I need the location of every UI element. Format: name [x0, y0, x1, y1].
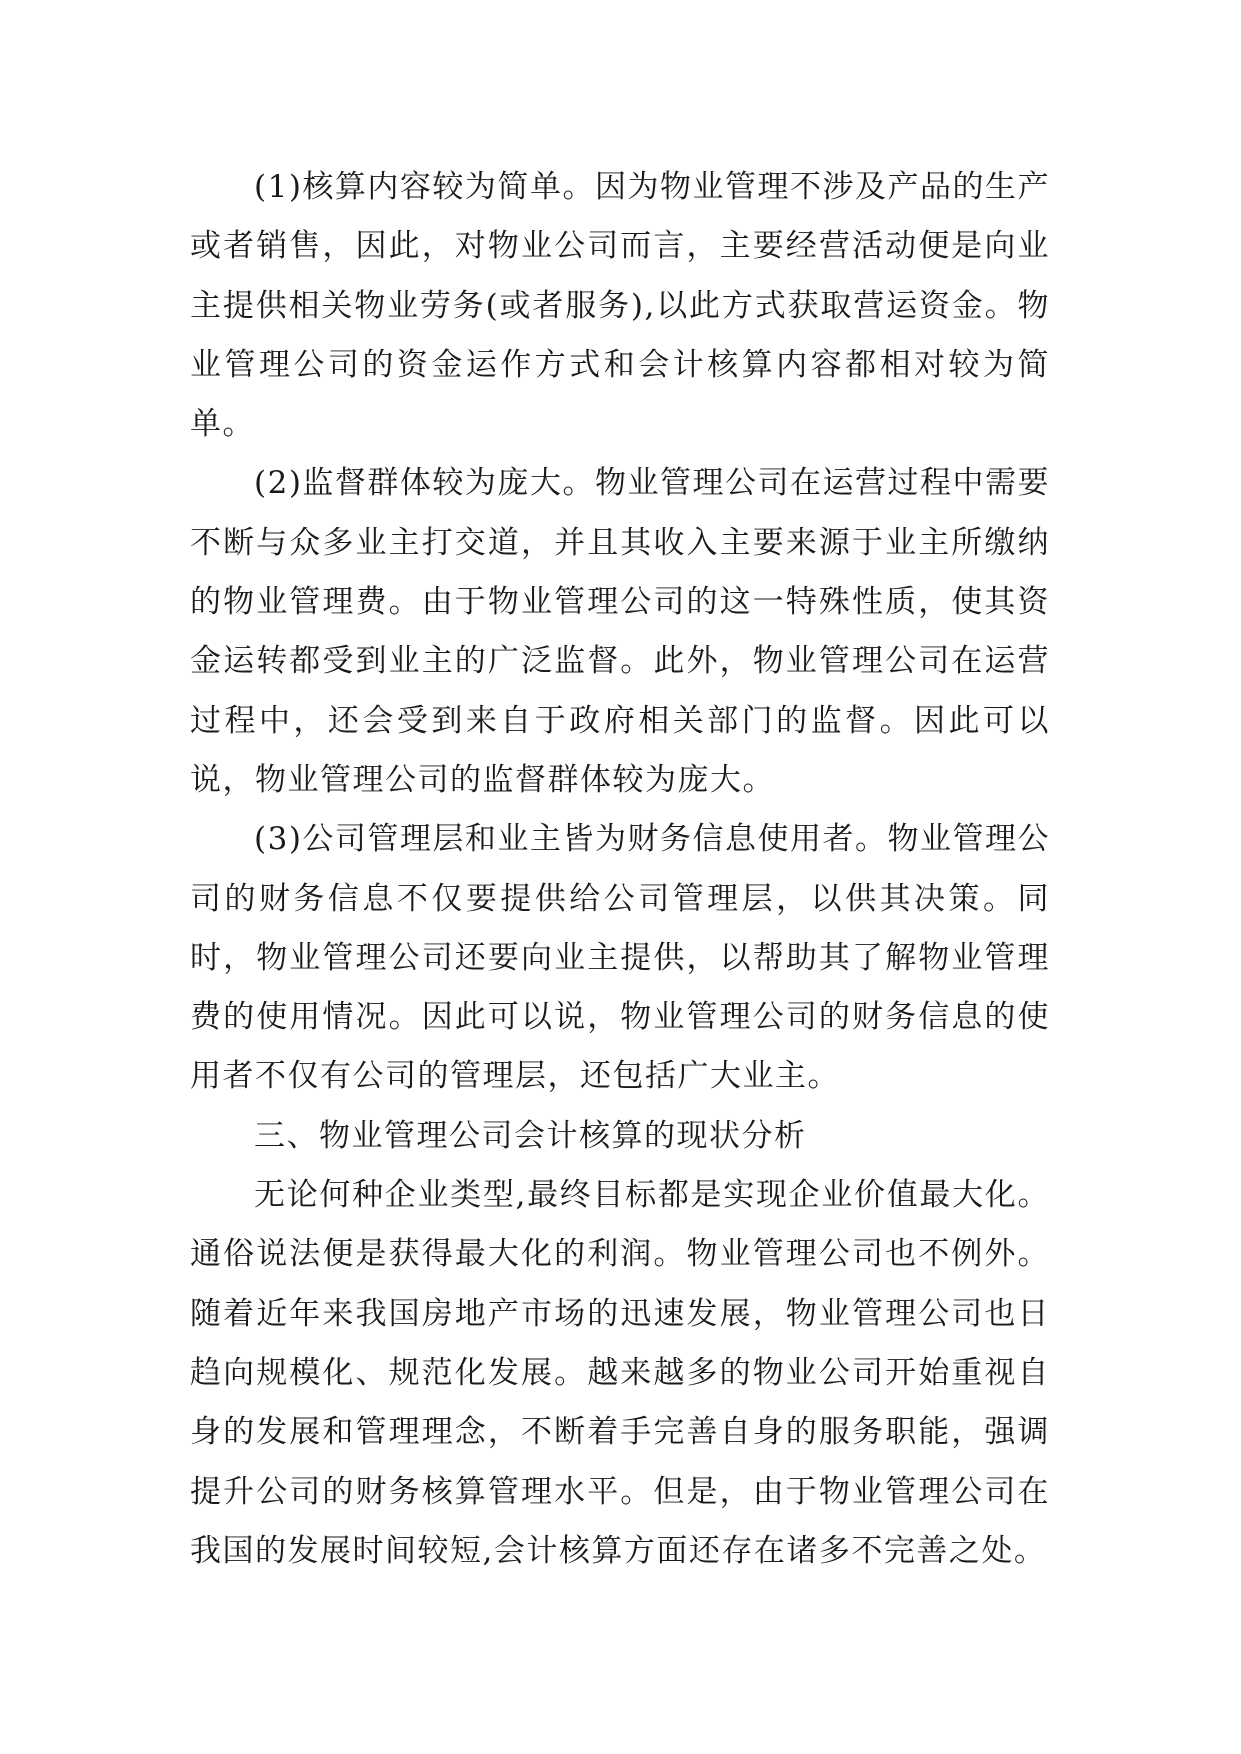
paragraph-info-users: (3)公司管理层和业主皆为财务信息使用者。物业管理公司的财务信息不仅要提供给公司管理层，以供其决策。同时，物业管理公司还要向业主提供，以帮助其了解物业管理费的使用情况。因此可以说，物业管理公司的财务信息的使用者不仅有公司的管理层，还包括广大业主。: [190, 821, 1050, 1095]
paragraph-status-analysis: 无论何种企业类型,最终目标都是实现企业价值最大化。通俗说法便是获得最大化的利润。物业管理公司也不例外。随着近年来我国房地产市场的迅速发展，物业管理公司也日趋向规模化、规范化发展。越来越多的物业公司开始重视自身的发展和管理理念，不断着手完善自身的服务职能，强调提升公司的财务核算管理水平。但是，由于物业管理公司在我国的发展时间较短,会计核算方面还存在诸多不完善之处。: [190, 1177, 1050, 1569]
paragraph-supervision-large: (2)监督群体较为庞大。物业管理公司在运营过程中需要不断与众多业主打交道，并且其收入主要来源于业主所缴纳的物业管理费。由于物业管理公司的这一特殊性质，使其资金运转都受到业主的广泛监督。此外，物业管理公司在运营过程中，还会受到来自于政府相关部门的监督。因此可以说，物业管理公司的监督群体较为庞大。: [190, 465, 1050, 798]
body-text: [190, 158, 1050, 1581]
section-heading: 三、物业管理公司会计核算的现状分析: [254, 1117, 807, 1154]
paragraph-accounting-simple: (1)核算内容较为简单。因为物业管理不涉及产品的生产或者销售，因此，对物业公司而言，主要经营活动便是向业主提供相关物业劳务(或者服务),以此方式获取营运资金。物业管理公司的资金运作方式和会计核算内容都相对较为简单。: [190, 169, 1050, 443]
